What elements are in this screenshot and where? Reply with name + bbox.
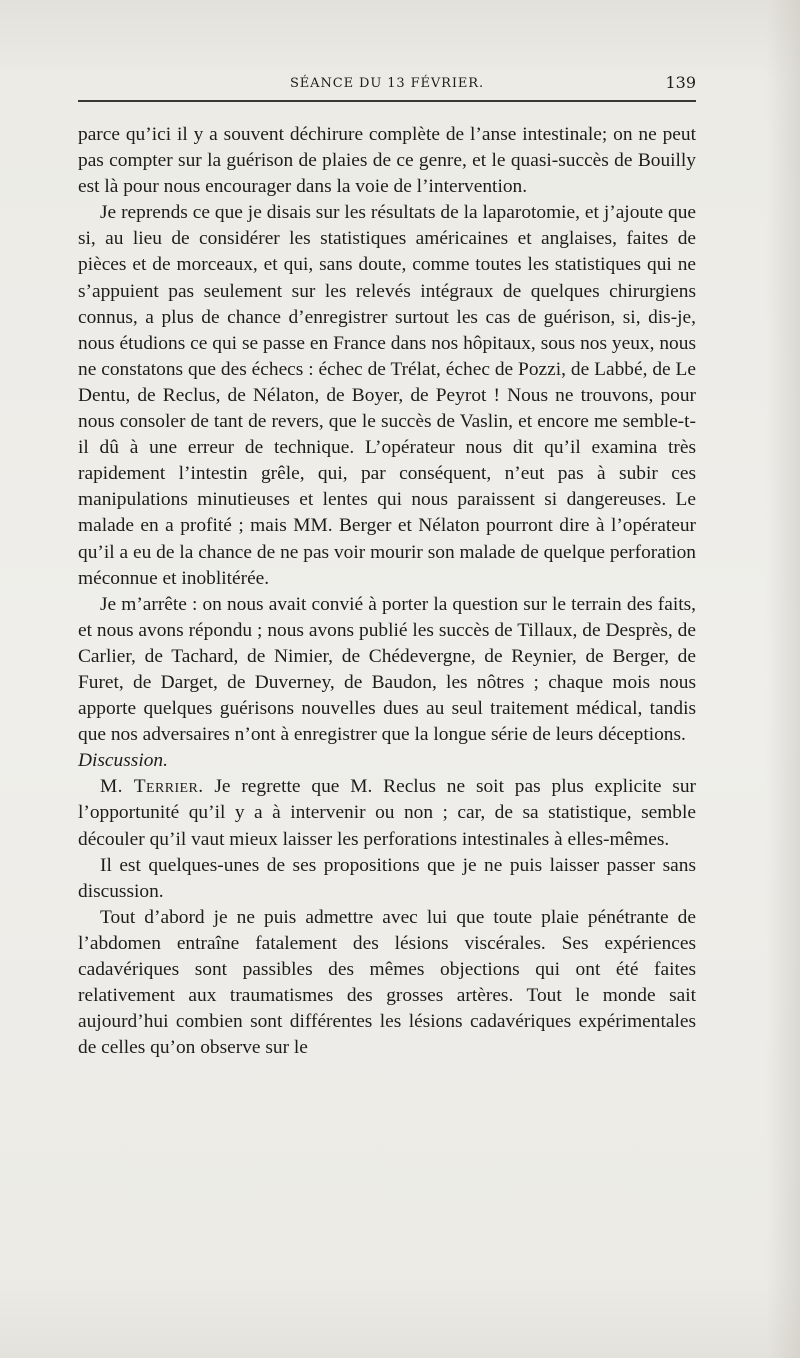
paragraph-terrier <box>78 774 696 852</box>
paragraph-laparotomy-results: Je reprends ce que je disais sur les résultats de la laparotomie, et j’ajoute que si, au lieu de considérer les statistiques américaines et anglaises, faites de pièces et de morceaux, et qui, sans doute, comme toutes les statistiques qui ne s’appuient pas seulement sur les relevés intégraux de quelques chirurgiens connus, a plus de chance d’enregistrer surtout les cas de guérison, si, dis-je, nous étudions ce qui se passe en France dans nos hôpitaux, sous nos yeux, nous ne constatons que des échecs : échec de Trélat, échec de Pozzi, de Labbé, de Le Dentu, de Reclus, de Nélaton, de Boyer, de Peyrot ! Nous ne trouvons, pour nous consoler de tant de revers, que le succès de Vaslin, et encore me semble-t-il dû à une erreur de technique. L’opérateur nous dit qu’il examina très rapidement l’intestin grêle, qui, par conséquent, n’eut pas à subir ces manipulations minutieuses et lentes qui nous paraissent si dangereuses. Le malade en a profité ; mais MM. Berger et Nélaton pourront dire à l’opérateur qu’il a eu de la chance de ne pas voir mourir son malade de quelque perforation méconnue et inoblitérée. <box>78 202 696 589</box>
paragraph-continuation: parce qu’ici il y a souvent déchirure complète de l’anse intestinale; on ne peut pas compter sur la guérison de plaies de ce genre, et le quasi-succès de Bouilly est là pour nous encourager dans la voie de l’intervention. <box>78 124 696 198</box>
paragraph-published-successes: Je m’arrête : on nous avait convié à porter la question sur le terrain des faits, et nous avons répondu ; nous avons publié les succès de Tillaux, de Desprès, de Carlier, de Tachard, de Nimier, de Chédevergne, de Reynier, de Berger, de Furet, de Darget, de Duverney, de Baudon, les nôtres ; chaque mois nous apporte quelques guérisons nouvelles dues au seul traitement médical, tandis que nos adversaires n’ont à enregistrer que la longue série de leurs déceptions. <box>78 593 696 746</box>
running-title: SÉANCE DU 13 FÉVRIER. <box>289 76 485 91</box>
paragraph-terrier-text: Je regrette que M. Reclus ne soit pas plus explicite sur l’opportunité qu’il y a à intervenir ou non ; car, de sa statistique, semble découler qu’il vaut mieux laisser les perforations intestinales à elles-mêmes. <box>78 776 696 850</box>
paragraph-penetrating-wounds: Tout d’abord je ne puis admettre avec lui que toute plaie pénétrante de l’abdomen entraîne fatalement des lésions viscérales. Ses expériences cadavériques sont passibles des mêmes objections qui ont été faites relativement aux traumatismes des grosses artères. Tout le monde sait aujourd’hui combien sont différentes les lésions cadavériques expérimentales de celles qu’on observe sur le <box>78 906 696 1059</box>
page-header <box>78 70 696 100</box>
paragraph-propositions: Il est quelques-unes de ses propositions que je ne puis laisser passer sans discussion. <box>78 854 696 902</box>
body-text <box>78 122 696 1061</box>
speaker-name: M. Terrier. <box>100 776 204 798</box>
header-rule <box>78 100 696 102</box>
section-heading-discussion: Discussion. <box>78 750 168 772</box>
page-number: 139 <box>665 73 696 92</box>
